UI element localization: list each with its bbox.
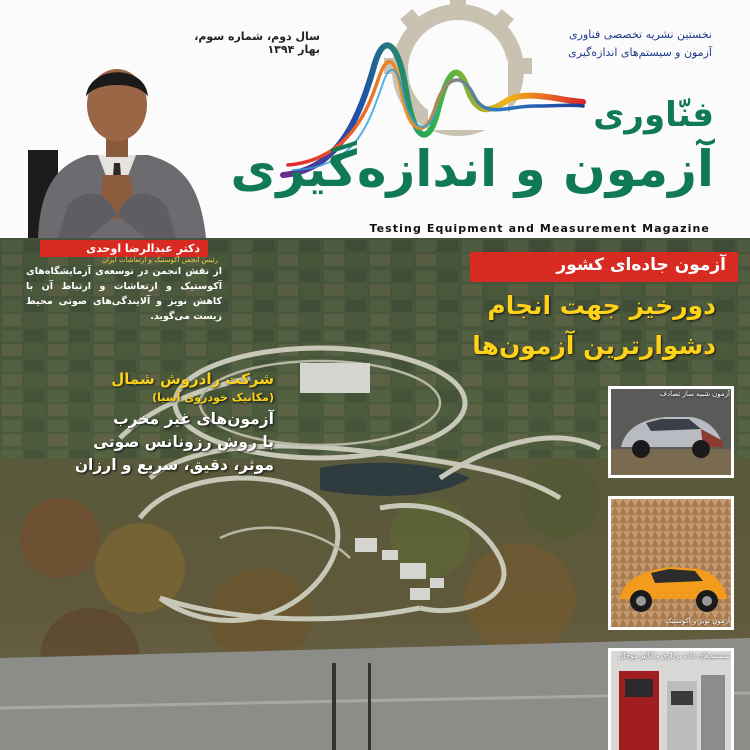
crash-car-photo (611, 389, 731, 475)
feature-category-banner: آزمون جاده‌ای کشور (470, 252, 738, 282)
tagline-line-1: نخستین نشریه تخصصی فناوری (569, 28, 712, 41)
thumbnail-crash-test (608, 386, 734, 478)
issue-info: سال دوم، شماره سوم، بهار ۱۳۹۴ (194, 30, 320, 56)
feature-headline (336, 286, 716, 366)
portrait-photo (28, 55, 206, 238)
company-name: شرکت رادروش شمال (111, 370, 274, 388)
tagline-line-2: آزمون و سیستم‌های اندازه‌گیری (568, 46, 712, 59)
magazine-title-line-1: فنّاوری (593, 95, 714, 135)
person-quote: از نقش انجمن در توسعه‌ی آزمایشگاه‌های آکوستیک و ارتعاشات و ارتباط آن با کاهش نویز و آلایندگی‌های صوتی محیط زیست می‌گوید. (26, 266, 222, 322)
masthead (0, 0, 750, 238)
feature-headline-line-2: دشوارترین آزمون‌ها (472, 331, 716, 360)
thumbnail-data-systems (608, 648, 734, 750)
thumbnail-acoustic-test (608, 496, 734, 630)
feature-headline-line-1: دورخیز جهت انجام (487, 291, 716, 320)
data-systems-photo (611, 651, 731, 750)
person-role: رئیس انجمن آکوستیک و ارتعاشات ایران (101, 256, 218, 264)
magazine-title-english: Testing Equipment and Measurement Magazine (369, 222, 710, 235)
thumbnail-caption-1: آزمون شبیه ساز تصادف (659, 390, 730, 398)
thumbnail-caption-3: سیستم‌های داده برداری و آنالیز موجال (618, 652, 730, 660)
acoustic-car-photo (611, 499, 731, 627)
company-story-line-1: آزمون‌های غیر مخرب (113, 410, 274, 428)
company-story-line-3: موثر، دقیق، سریع و ارزان (74, 456, 274, 474)
company-subtitle: (مکانیک خودروی آسیا) (152, 391, 274, 404)
person-name-badge: دکتر عبدالرضا اوحدی (40, 240, 208, 257)
magazine-title-line-2: آزمون و اندازه‌گیری (230, 140, 714, 198)
company-story-text (14, 408, 274, 477)
thumbnail-caption-2: آزمون نویز و آکوستیک (665, 617, 730, 625)
company-story-line-2: با روش رزونانس صوتی (93, 433, 274, 451)
